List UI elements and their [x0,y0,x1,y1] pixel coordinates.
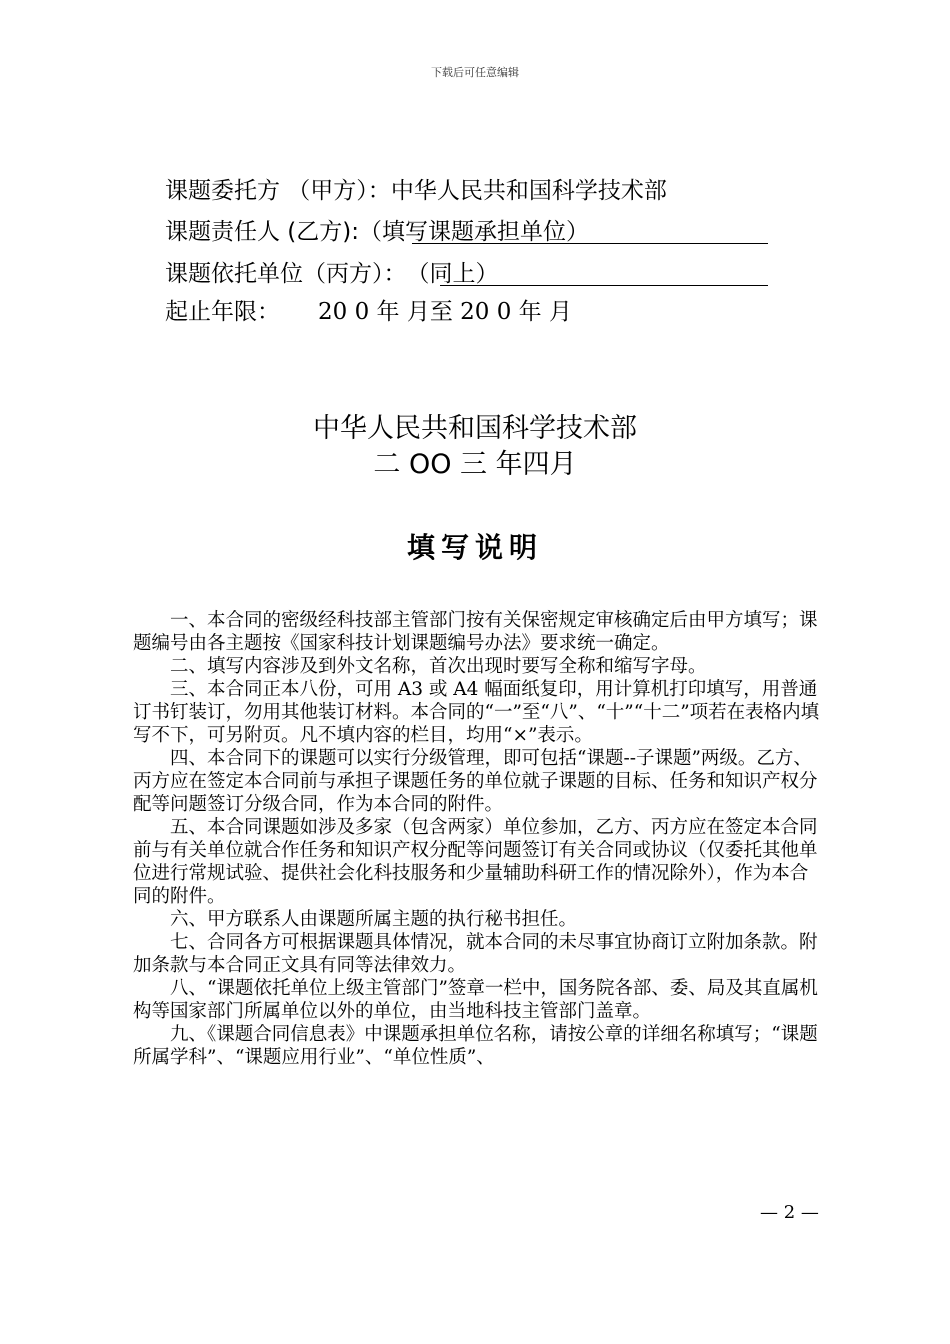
instruction-item: 五、本合同课题如涉及多家（包含两家）单位参加，乙方、丙方应在签定本合同前与有关单位就合作任务和知识产权分配等问题签订有关合同或协议（仅委托其他单位进行常规试验、提供社会化科技服务和少量辅助科研工作的情况除外），作为本合同的附件。 [133,817,818,907]
party-row-period [165,293,572,329]
page-number: — 2 — [760,1202,819,1223]
responsible-label: 课题责任人 (乙方): [165,219,360,245]
instruction-item: 八、“课题依托单位上级主管部门”签章一栏中，国务院各部、委、局及其直属机构等国家部门所属单位以外的单位，由当地科技主管部门盖章。 [133,978,818,1022]
instruction-item: 六、甲方联系人由课题所属主题的执行秘书担任。 [170,909,578,930]
instruction-item: 一、本合同的密级经科技部主管部门按有关保密规定审核确定后由甲方填写；课题编号由各主题按《国家科技计划课题编号办法》要求统一确定。 [133,610,818,654]
period-label: 起止年限： [165,299,280,325]
period-value: 20 0 年 月至 20 0 年 月 [318,299,572,325]
host-label: 课题依托单位（丙方）： [165,261,407,287]
responsible-underline [412,243,768,244]
host-value: （同上） [406,261,499,287]
instruction-item: 四、本合同下的课题可以实行分级管理，即可包括“课题--子课题”两级。乙方、丙方应在签定本合同前与承担子课题任务的单位就子课题的目标、任务和知识产权分配等问题签订分级合同，作为本合同的附件。 [133,748,818,815]
instruction-item: 二、填写内容涉及到外文名称，首次出现时要写全称和缩写字母。 [170,656,707,677]
header-note: 下载后可任意编辑 [431,66,519,79]
party-row-commissioner [165,172,667,208]
instruction-item: 九、《课题合同信息表》中课题承担单位名称，请按公章的详细名称填写；“课题所属学科”、“课题应用行业”、“单位性质”、 [133,1024,818,1068]
issue-date: 二 OO 三 年四月 [373,449,577,480]
instruction-item: 三、本合同正本八份，可用 A3 或 A4 幅面纸复印，用计算机打印填写，用普通订书钉装订，勿用其他装订材料。本合同的“一”至“八”、“十”“十二”项若在表格内填写不下，可另附页。凡不填内容的栏目，均用“×”表示。 [133,679,820,746]
commissioner-label: 课题委托方 （甲方）： [165,178,391,204]
commissioner-value: 中华人民共和国科学技术部 [390,178,667,204]
host-underline [440,285,768,286]
instruction-item: 七、合同各方可根据课题具体情况，就本合同的未尽事宜协商订立附加条款。附加条款与本合同正文具有同等法律效力。 [133,932,818,976]
instructions-list [133,609,823,1069]
responsible-value: （填写课题承担单位） [359,219,590,245]
issuer-name: 中华人民共和国科学技术部 [313,413,637,444]
section-title: 填写说明 [406,531,543,564]
